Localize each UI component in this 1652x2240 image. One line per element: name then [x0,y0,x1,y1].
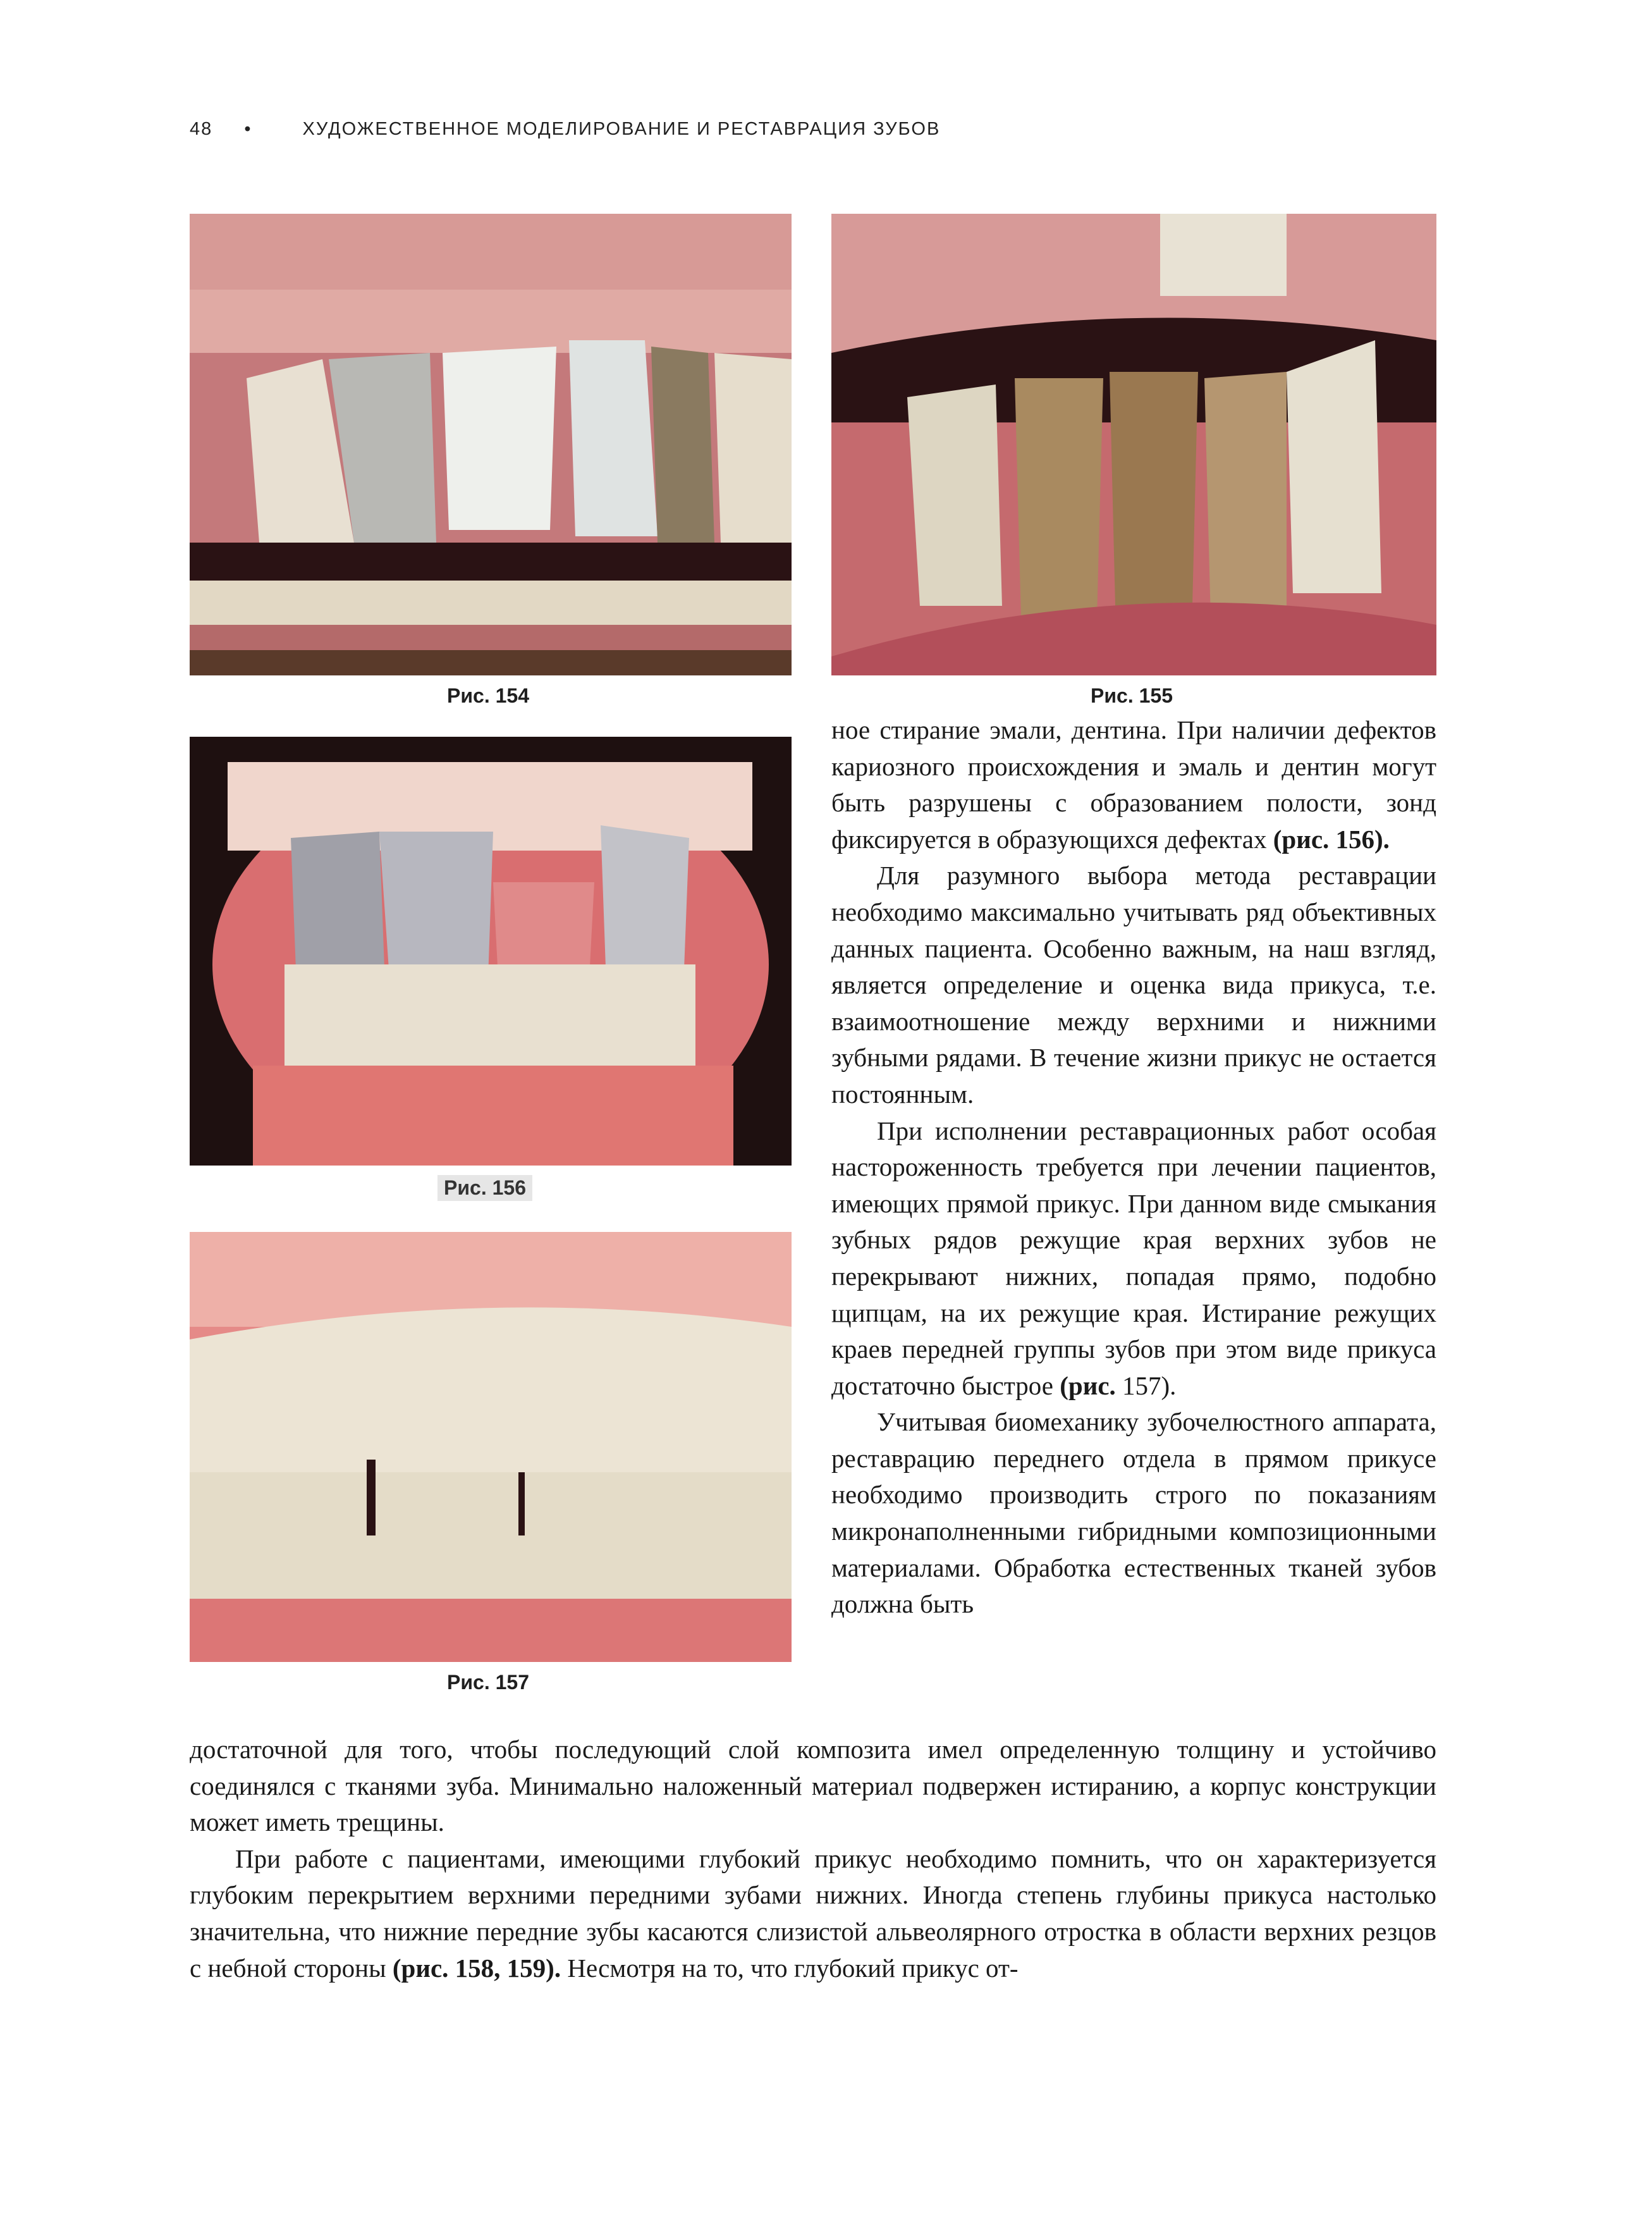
paragraph-text: ное стирание эмали, дентина. При наличии дефектов кариозного происхождения и эмаль и дентин могут быть разрушены с образованием полости, зонд фиксируется в образующихся дефектах [831,715,1436,854]
paragraph: достаточной для того, чтобы последующий слой композита имел определенную толщину и устойчиво соединялся с тканями зуба. Минимально наложенный материал подвержен истиранию, а корпус конструкции может иметь трещины. [190,1735,1436,1837]
figure-157-photo [190,1232,792,1662]
figure-155-photo [831,214,1436,675]
figure-reference: (рис. 158, 159). [392,1953,561,1983]
paragraph [831,712,1436,858]
paragraph: Учитывая биомеханику зубочелюстного аппарата, реставрацию переднего отдела в прямом прикусе необходимо производить строго по показаниям микронаполненными гибридными композиционными материалами. Обработка естественных тканей зубов должна быть [831,1407,1436,1619]
teeth-photo-image [190,1232,792,1662]
paragraph-text: Несмотря на то, что глубокий прикус от- [561,1953,1019,1983]
header-title: ХУДОЖЕСТВЕННОЕ МОДЕЛИРОВАНИЕ И РЕСТАВРАЦИЯ ЗУБОВ [302,119,941,139]
figure-157-caption: Рис. 157 [447,1671,529,1694]
teeth-photo-image [190,737,792,1166]
paragraph [190,1841,1436,1986]
paragraph-text: 157). [1115,1370,1177,1400]
figure-154-caption: Рис. 154 [447,684,529,707]
figure-156-photo [190,737,792,1166]
figure-reference: (рис. 156). [1273,824,1390,854]
right-column-text [831,712,1436,1623]
figure-154-photo [190,214,792,675]
teeth-photo-image [831,214,1436,675]
running-header [190,119,940,140]
paragraph-text: При исполнении реставрационных работ особая настороженность требуется при лечении пациентов, имеющих прямой прикус. При данном виде смыкания зубных рядов режущие края верхних зубов не перекрывают нижних, попадая прямо, подобно щипцам, на их режущие края. Истирание режущих краев передней группы зубов при этом виде прикуса достаточно быстрое [831,1116,1436,1400]
paragraph-text: При работе с пациентами, имеющими глубокий прикус необходимо помнить, что он характеризуется глубоким перекрытием верхними передними зубами нижних. Иногда степень глубины прикуса настолько значительна, что нижние передние зубы касаются слизистой альвеолярного отростка в области верхних резцов с небной стороны [190,1843,1436,1983]
header-separator: • [244,119,252,139]
paragraph [831,1113,1436,1405]
full-width-text [190,1732,1436,1986]
figure-155-caption: Рис. 155 [1091,684,1173,707]
page-number: 48 [190,119,213,139]
figure-reference: (рис. [1060,1370,1116,1400]
figure-156-caption: Рис. 156 [437,1175,532,1201]
teeth-photo-image [190,214,792,675]
paragraph: Для разумного выбора метода реставрации необходимо максимально учитывать ряд объективных данных пациента. Особенно важным, на наш взгляд, является определение и оценка вида прикуса, т.е. взаимоотношение между верхними и нижними зубными рядами. В течение жизни прикус не остается постоянным. [831,861,1436,1109]
